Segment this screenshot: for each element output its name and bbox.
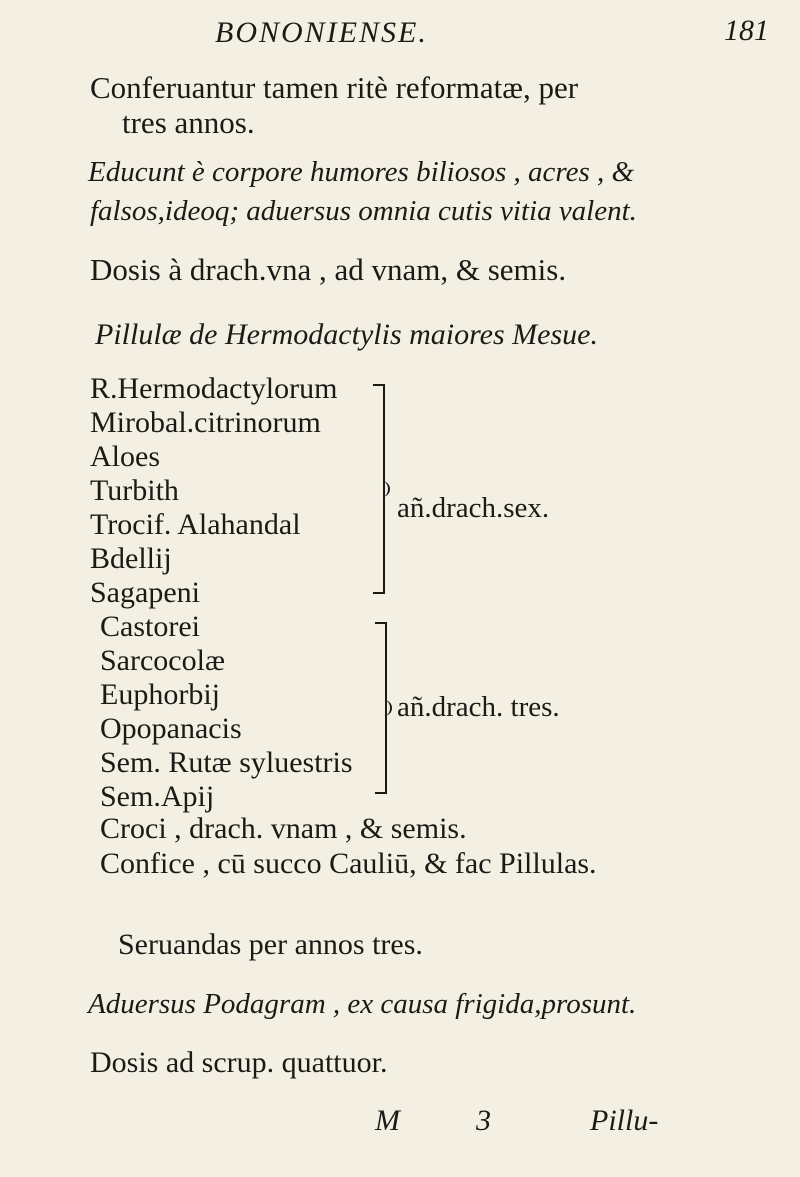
text-line: Seruandas per annos tres. bbox=[118, 928, 423, 961]
ingredient-line: Sarcocolæ bbox=[100, 644, 225, 677]
ingredient-line: Trocif. Alahandal bbox=[90, 508, 301, 541]
signature-mark: M bbox=[375, 1104, 400, 1137]
bracket-brace bbox=[378, 481, 390, 497]
dose-line: Dosis à drach.vna , ad vnam, & semis. bbox=[90, 252, 567, 287]
ingredient-line: R.Hermodactylorum bbox=[90, 372, 338, 405]
ingredient-line: Aloes bbox=[90, 440, 160, 473]
bracket-brace bbox=[380, 700, 392, 716]
page-number: 181 bbox=[724, 14, 769, 47]
group1-dose: añ.drach.sex. bbox=[397, 492, 550, 524]
ingredient-line: Bdellij bbox=[90, 542, 172, 575]
ingredient-line: Turbith bbox=[90, 474, 179, 507]
running-head: BONONIENSE. bbox=[215, 16, 428, 49]
text-line: tres annos. bbox=[122, 105, 255, 140]
bracket-tick bbox=[375, 622, 387, 624]
group2-dose: añ.drach. tres. bbox=[397, 691, 560, 723]
indication-line: Aduersus Podagram , ex causa frigida,prosunt. bbox=[88, 988, 637, 1020]
recipe-title: Pillulæ de Hermodactylis maiores Mesue. bbox=[95, 318, 598, 351]
ingredient-line: Sem.Apij bbox=[100, 780, 215, 813]
bracket-tick bbox=[375, 792, 387, 794]
text-line: Confice , cū succo Cauliū, & fac Pillulas. bbox=[100, 847, 597, 880]
text-line: Croci , drach. vnam , & semis. bbox=[100, 812, 467, 845]
bracket-tick bbox=[373, 384, 385, 386]
catchword: Pillu- bbox=[590, 1104, 659, 1137]
bracket-tick bbox=[373, 592, 385, 594]
dose-line: Dosis ad scrup. quattuor. bbox=[90, 1046, 388, 1079]
italic-line: falsos,ideoq; aduersus omnia cutis vitia valent. bbox=[90, 195, 637, 227]
ingredient-line: Sem. Rutæ syluestris bbox=[100, 746, 353, 779]
ingredient-line: Euphorbij bbox=[100, 678, 220, 711]
ingredient-line: Sagapeni bbox=[90, 576, 200, 609]
group2-bracket bbox=[385, 622, 387, 794]
italic-line: Educunt è corpore humores biliosos , acres , & bbox=[88, 156, 635, 188]
ingredient-line: Mirobal.citrinorum bbox=[90, 406, 321, 439]
ingredient-line: Opopanacis bbox=[100, 712, 242, 745]
signature-number: 3 bbox=[476, 1104, 491, 1137]
text-line: Conferuantur tamen ritè reformatæ, per bbox=[90, 70, 579, 105]
group1-bracket bbox=[383, 384, 385, 594]
ingredient-line: Castorei bbox=[100, 610, 200, 643]
